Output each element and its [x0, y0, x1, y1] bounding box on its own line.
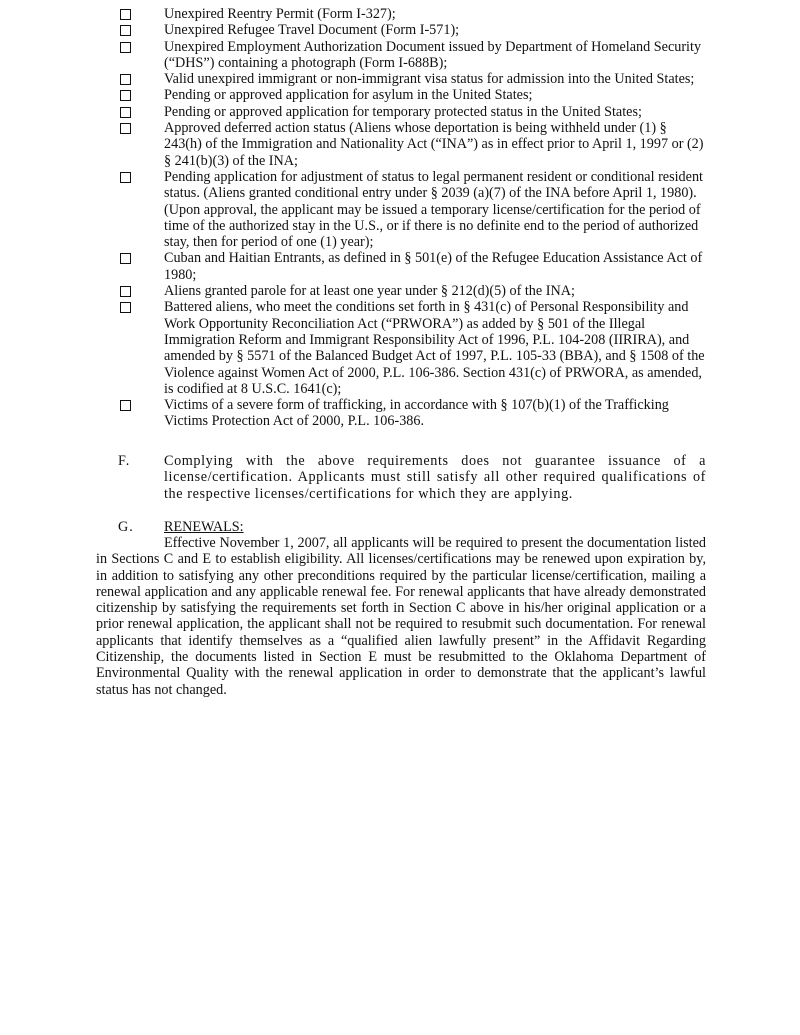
checklist-item [118, 22, 708, 38]
checklist-item [118, 299, 708, 397]
checklist-item-text: Aliens granted parole for at least one year under § 212(d)(5) of the INA; [164, 283, 575, 300]
checklist-item-text: Pending application for adjustment of status to legal permanent resident or conditional resident status. (Aliens granted conditional entry under § 2039 (a)(7) of the INA before April 1, 1980). (Upon approval, the applicant may be issued a temporary license/certification for the period of time of the authorized stay in the U.S., or if there is no definite end to the period of authorized stay, then for period of one (1) year); [164, 168, 703, 251]
checkbox-icon[interactable] [120, 42, 131, 53]
checklist-item [118, 71, 708, 87]
checkbox-icon[interactable] [120, 172, 131, 183]
checklist-item [118, 6, 708, 22]
checklist-item [118, 87, 708, 103]
checkbox-icon[interactable] [120, 90, 131, 101]
checkbox-icon[interactable] [120, 253, 131, 264]
checkbox-icon[interactable] [120, 123, 131, 134]
checklist-item [118, 169, 708, 250]
checklist-item-text: Valid unexpired immigrant or non-immigrant visa status for admission into the United States; [164, 71, 695, 88]
checklist-item [118, 283, 708, 299]
section-f-letter: F. [118, 453, 131, 469]
checklist-item-text: Cuban and Haitian Entrants, as defined in § 501(e) of the Refugee Education Assistance Act of 1980; [164, 250, 703, 283]
checklist-item-text: Approved deferred action status (Aliens whose deportation is being withheld under (1) § 243(h) of the Immigration and Nationality Act (“INA”) as in effect prior to April 1, 1997 or (2) § 241(b)(3) of the INA; [164, 120, 704, 169]
checkbox-icon[interactable] [120, 107, 131, 118]
checklist-item [118, 250, 708, 283]
section-g [96, 519, 706, 698]
checklist-item [118, 397, 708, 430]
checkbox-icon[interactable] [120, 25, 131, 36]
checklist-item-text: Unexpired Reentry Permit (Form I-327); [164, 6, 396, 22]
checkbox-icon[interactable] [120, 302, 131, 313]
document-checklist [118, 6, 708, 430]
checkbox-icon[interactable] [120, 286, 131, 297]
section-g-heading [96, 519, 706, 535]
section-g-letter: G. [118, 519, 134, 535]
checkbox-icon[interactable] [120, 9, 131, 20]
section-f-paragraph: Complying with the above requirements does not guarantee issuance of a license/certification. Applicants must still satisfy all other required qualifications of the respective licenses/certifications for which they are applying. [164, 453, 706, 502]
checklist-item-text: Victims of a severe form of trafficking, in accordance with § 107(b)(1) of the Trafficking Victims Protection Act of 2000, P.L. 106-386. [164, 397, 669, 430]
checklist-item-text: Unexpired Employment Authorization Document issued by Department of Homeland Security (“DHS”) containing a photograph (Form I-688B); [164, 38, 702, 71]
checklist-item [118, 104, 708, 120]
checklist-item [118, 39, 708, 72]
checklist-item-text: Pending or approved application for temporary protected status in the United States; [164, 103, 642, 120]
checklist-item [118, 120, 708, 169]
checklist-item-text: Battered aliens, who meet the conditions set forth in § 431(c) of Personal Responsibility and Work Opportunity Reconciliation Act (“PRWORA”) as added by § 501 of the Illegal Immigration Reform and Immigrant Responsibility Act of 1996, P.L. 104-208 (IIRIRA), and amended by § 5571 of the Balanced Budget Act of 1997, P.L. 105-33 (BBA), and § 1508 of the Violence against Women Act of 2000, P.L. 106-386. Section 431(c) of PRWORA, as amended, is codified at 8 U.S.C. 1641(c); [164, 299, 705, 397]
section-g-title: RENEWALS: [164, 519, 244, 535]
section-g-paragraph: Effective November 1, 2007, all applicants will be required to present the documentation listed in Sections C and E to establish eligibility. All licenses/certifications may be renewed upon expiration by, in addition to satisfying any other preconditions required by the particular license/certification, mailing a renewal application and any applicable renewal fee. For renewal applicants that have already demonstrated citizenship by satisfying the requirements set forth in Section C above in his/her original application or a prior renewal application, the applicant shall not be required to resubmit such documentation. For renewal applicants that identify themselves as a “qualified alien lawfully present” in the Affidavit Regarding Citizenship, the documents listed in Section E must be resubmitted to the Oklahoma Department of Environmental Quality with the renewal application in order to demonstrate that the applicant’s lawful status has not changed. [96, 535, 706, 698]
checkbox-icon[interactable] [120, 74, 131, 85]
checklist-item-text: Pending or approved application for asylum in the United States; [164, 87, 533, 104]
section-f [118, 453, 706, 502]
checkbox-icon[interactable] [120, 400, 131, 411]
checklist-item-text: Unexpired Refugee Travel Document (Form I-571); [164, 22, 460, 39]
